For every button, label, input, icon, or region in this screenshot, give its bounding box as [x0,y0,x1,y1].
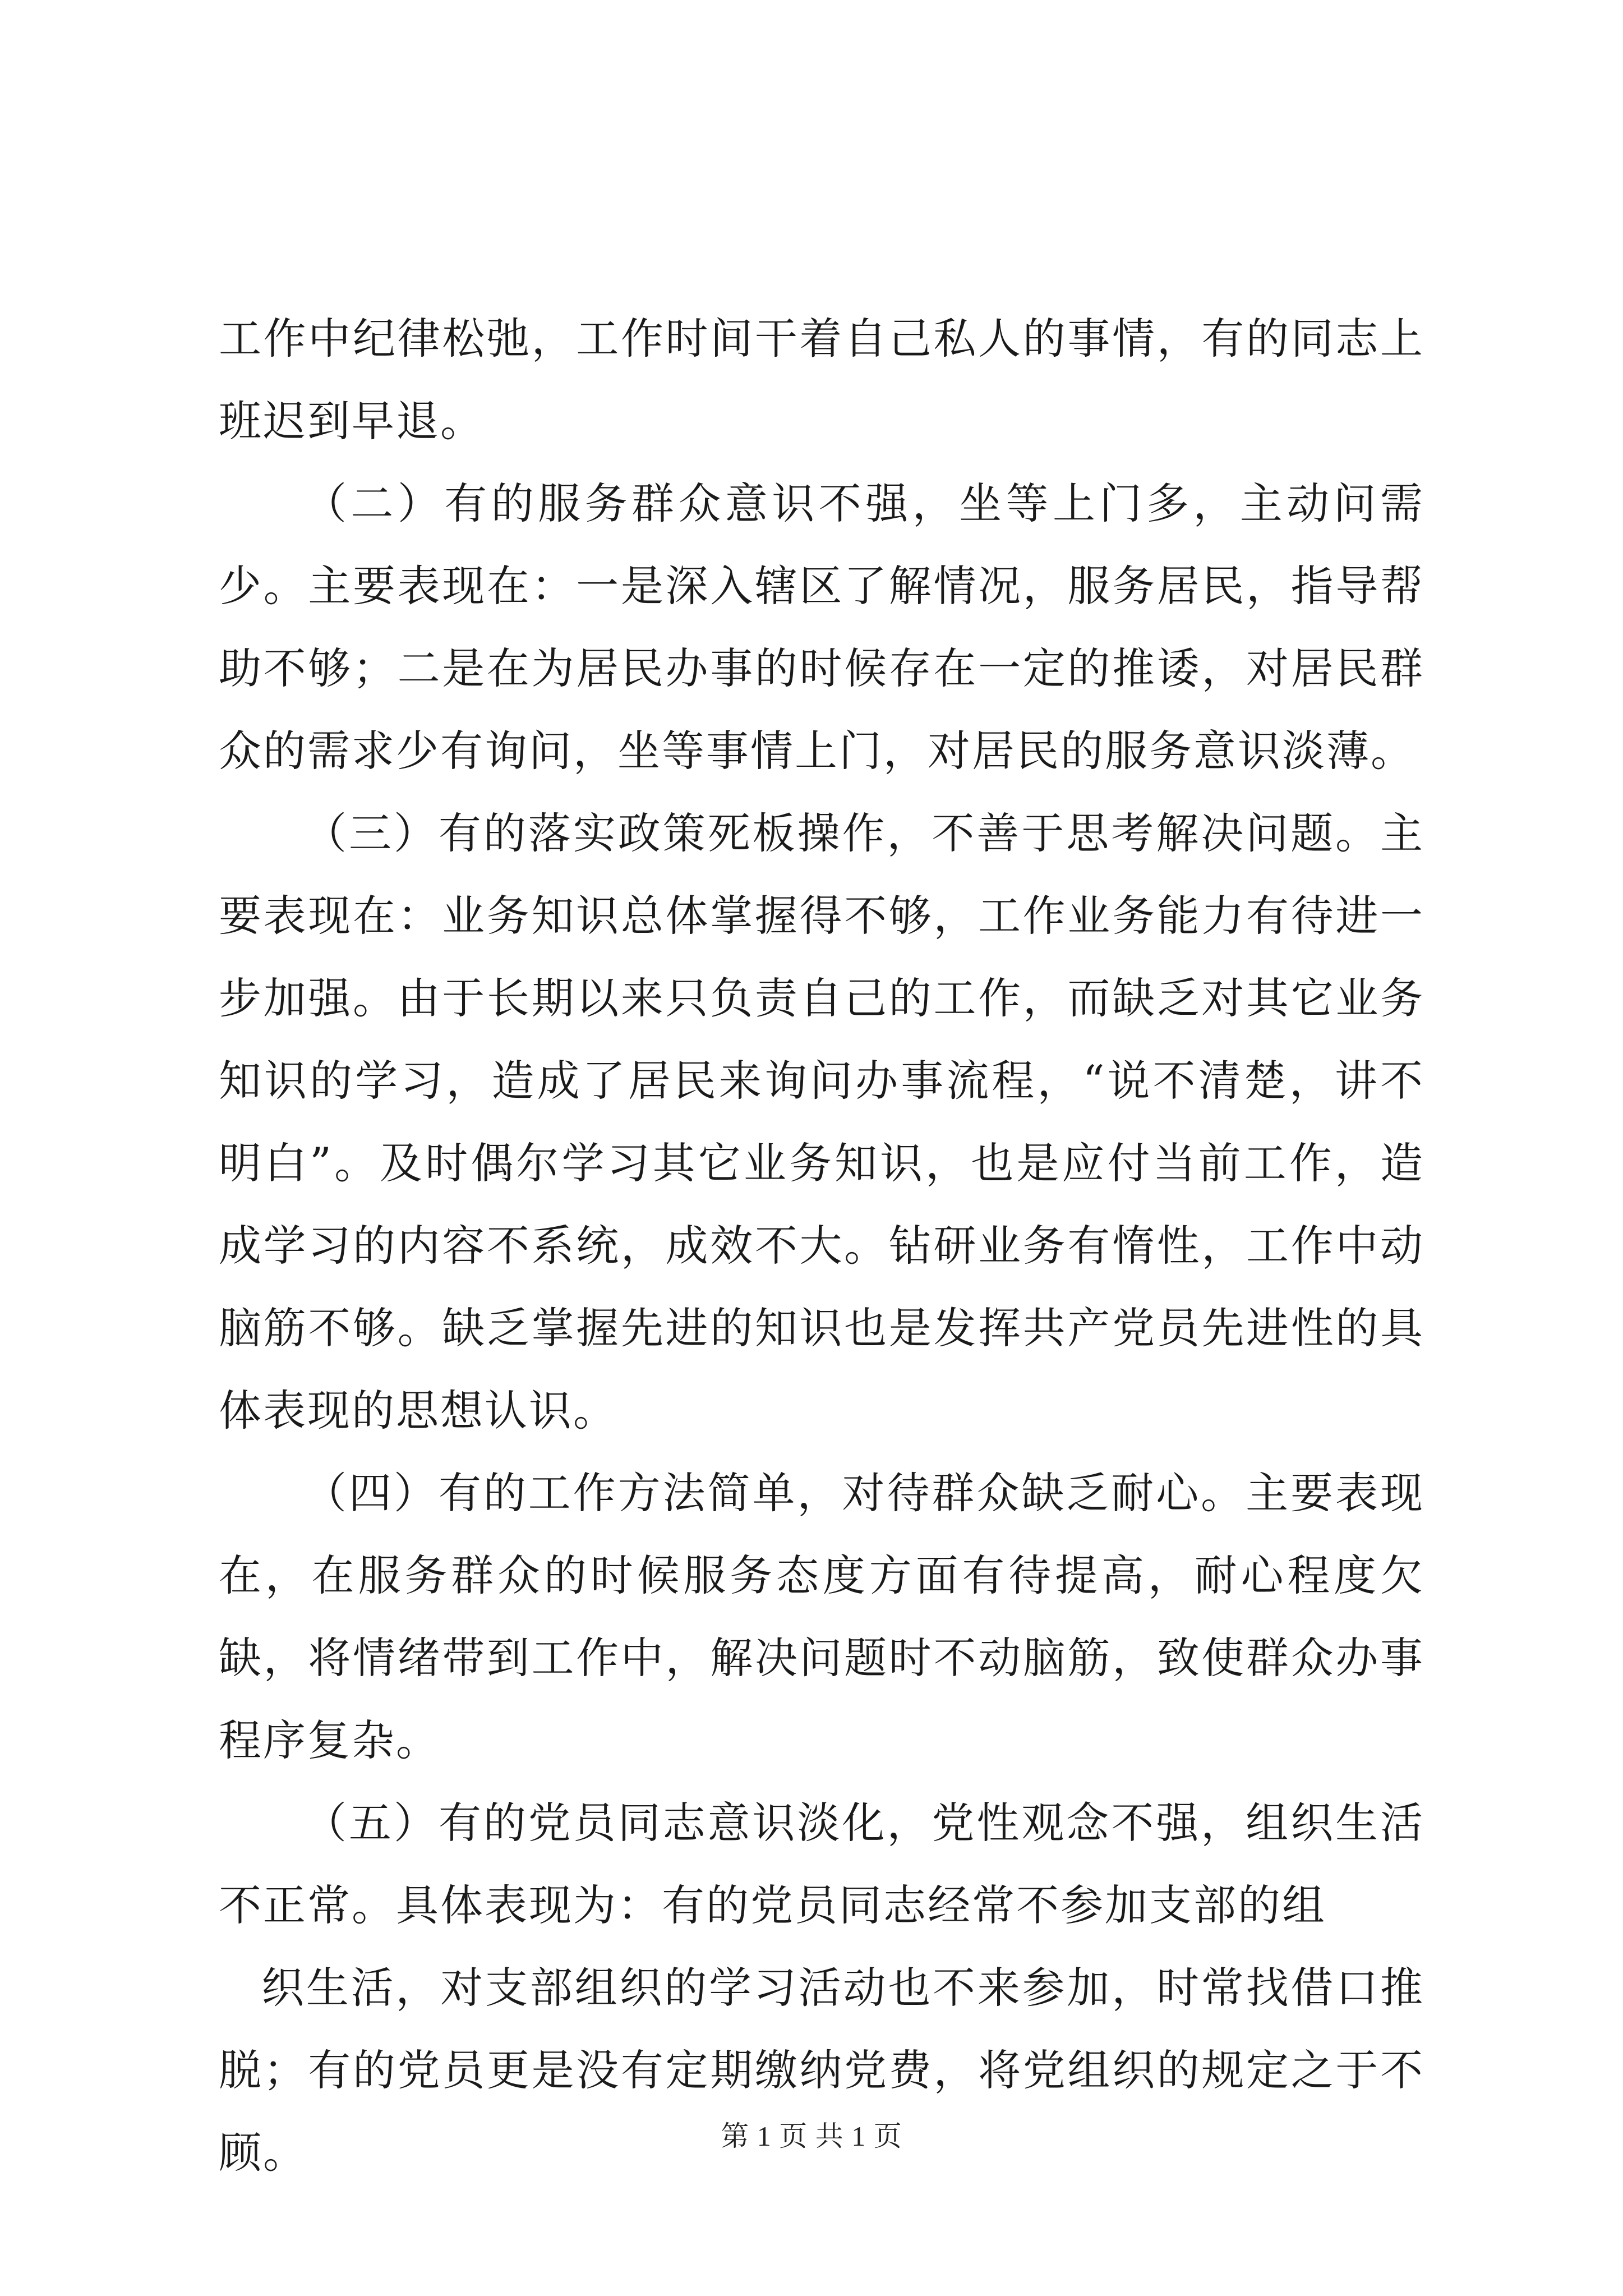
paragraph-section-5-continued: 织生活，对支部组织的学习活动也不来参加，时常找借口推脱；有的党员更是没有定期缴纳党费，将党组织的规定之于不顾。 [219,1963,1424,2178]
paragraph-continuation: 工作中纪律松弛，工作时间干着自己私人的事情，有的同志上班迟到早退。 [219,314,1424,446]
page-footer: 第 1 页 共 1 页 [721,2120,902,2152]
paragraph-section-2: （二）有的服务群众意识不强，坐等上门多，主动问需少。主要表现在：一是深入辖区了解情况，服务居民，指导帮助不够；二是在为居民办事的时候存在一定的推诿，对居民群众的需求少有询问，坐等事情上门，对居民的服务意识淡薄。 [219,478,1424,776]
paragraph-section-4: （四）有的工作方法简单，对待群众缺乏耐心。主要表现在，在服务群众的时候服务态度方面有待提高，耐心程度欠缺，将情绪带到工作中，解决问题时不动脑筋，致使群众办事程序复杂。 [219,1468,1424,1765]
document-body [219,297,1424,2194]
paragraph-section-3: （三）有的落实政策死板操作，不善于思考解决问题。主要表现在：业务知识总体掌握得不够，工作业务能力有待进一步加强。由于长期以来只负责自己的工作，而缺乏对其它业务知识的学习，造成了居民来询问办事流程，“说不清楚，讲不明白”。及时偶尔学习其它业务知识，也是应付当前工作，造成学习的内容不系统，成效不大。钻研业务有惰性，工作中动脑筋不够。缺乏掌握先进的知识也是发挥共产党员先进性的具体表现的思想认识。 [219,808,1424,1435]
paragraph-section-5: （五）有的党员同志意识淡化，党性观念不强，组织生活不正常。具体表现为：有的党员同志经常不参加支部的组 [219,1798,1424,1930]
